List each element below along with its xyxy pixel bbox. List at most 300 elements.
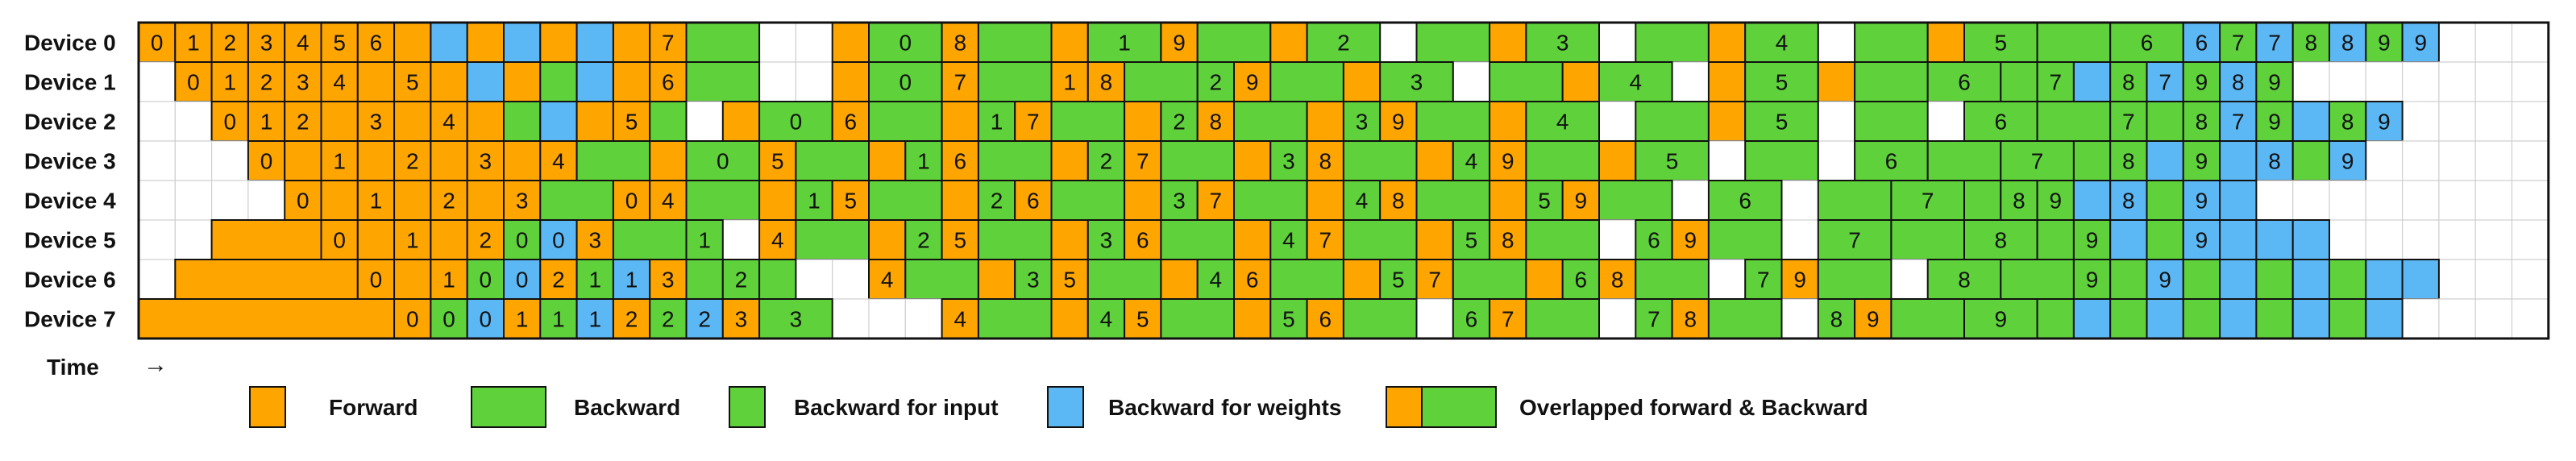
block-forward [978, 260, 1015, 299]
microbatch-label: 9 [2268, 69, 2281, 95]
microbatch-label: 7 [1921, 188, 1934, 214]
microbatch-label: 8 [1684, 306, 1697, 332]
block-backward [1891, 299, 1964, 338]
microbatch-label: 7 [2030, 148, 2044, 174]
microbatch-label: 1 [808, 188, 821, 214]
grid-cell [2293, 181, 2329, 220]
microbatch-label: 1 [990, 109, 1003, 135]
block-forward [1344, 260, 1380, 299]
block-backward [2038, 23, 2111, 62]
device-label: Device 1 [24, 69, 116, 95]
block-forward [1344, 62, 1380, 102]
microbatch-label: 0 [442, 306, 455, 332]
block-weights [2293, 299, 2329, 338]
block-weights [2293, 220, 2329, 260]
microbatch-label: 5 [1282, 306, 1295, 332]
device-label: Device 2 [24, 109, 116, 135]
block-backward [2038, 299, 2074, 338]
microbatch-label: 8 [1501, 227, 1514, 253]
block-forward [1052, 23, 1088, 62]
microbatch-label: 1 [625, 267, 638, 293]
device-label: Device 7 [24, 306, 116, 332]
grid-cell [1417, 299, 1453, 338]
microbatch-label: 0 [899, 69, 912, 95]
microbatch-label: 4 [1465, 148, 1478, 174]
block-backward [2038, 102, 2111, 141]
microbatch-label: 1 [405, 227, 419, 253]
block-forward [1599, 141, 1635, 181]
block-backward [1270, 260, 1344, 299]
block-forward [1417, 220, 1453, 260]
block-backward [1270, 62, 1344, 102]
block-backward [577, 141, 650, 181]
block-forward [1234, 299, 1270, 338]
grid-cell [759, 23, 796, 62]
grid-cell [1818, 141, 1855, 181]
microbatch-label: 4 [1355, 188, 1369, 214]
device-labels [24, 31, 116, 332]
block-weights [2256, 220, 2292, 260]
block-backward [2293, 141, 2329, 181]
grid-cell [1782, 181, 1818, 220]
microbatch-label: 1 [552, 306, 565, 332]
block-weights [467, 62, 504, 102]
microbatch-label: 9 [2158, 267, 2171, 293]
block-weights [2220, 141, 2256, 181]
grid-cell [139, 102, 175, 141]
device-row [139, 102, 2549, 141]
microbatch-label: 2 [297, 109, 310, 135]
legend-label: Backward for weights [1108, 395, 1342, 420]
block-backward [1855, 62, 1928, 102]
grid-cell [2475, 299, 2512, 338]
block-backward [1635, 102, 1709, 141]
microbatch-label: 7 [1501, 306, 1514, 332]
grid-cell [248, 181, 285, 220]
device-label: Device 0 [24, 30, 116, 56]
block-forward [869, 220, 905, 260]
microbatch-label: 3 [662, 267, 675, 293]
microbatch-label: 7 [2231, 109, 2245, 135]
microbatch-label: 9 [2341, 148, 2354, 174]
grid-cell [2366, 220, 2402, 260]
microbatch-label: 3 [479, 148, 492, 174]
grid-cell [2475, 260, 2512, 299]
microbatch-label: 9 [2085, 227, 2099, 253]
grid-cell [139, 220, 175, 260]
block-backward [978, 220, 1052, 260]
block-backward [1344, 220, 1417, 260]
legend-label: Backward [574, 395, 681, 420]
microbatch-label: 0 [479, 267, 492, 293]
block-backward [1818, 260, 1892, 299]
grid-cell [2475, 23, 2512, 62]
block-forward [1709, 62, 1745, 102]
block-forward [869, 141, 905, 181]
grid-cell [2512, 299, 2549, 338]
block-forward [394, 260, 430, 299]
block-weights [540, 102, 576, 141]
microbatch-label: 9 [2195, 69, 2208, 95]
block-forward [540, 23, 576, 62]
block-backward [1161, 141, 1234, 181]
microbatch-label: 2 [552, 267, 565, 293]
microbatch-label: 8 [2268, 148, 2281, 174]
legend-item [1048, 387, 1341, 427]
grid-cell [2512, 23, 2549, 62]
microbatch-label: 3 [1282, 148, 1295, 174]
microbatch-label: 3 [1173, 188, 1186, 214]
device-row [139, 23, 2549, 62]
microbatch-label: 2 [625, 306, 638, 332]
grid-cell [2475, 181, 2512, 220]
block-forward [1709, 23, 1745, 62]
microbatch-label: 6 [1647, 227, 1660, 253]
block-backward [1161, 299, 1234, 338]
block-backward [1526, 220, 1599, 260]
block-forward [1052, 220, 1088, 260]
grid-cell [2439, 181, 2475, 220]
legend-item [472, 387, 680, 427]
block-forward [394, 23, 430, 62]
block-backward [2256, 260, 2292, 299]
grid-cell [139, 62, 175, 102]
microbatch-label: 6 [1958, 69, 1971, 95]
grid-cell [2475, 102, 2512, 141]
device-label: Device 6 [24, 267, 116, 293]
block-backward [1052, 102, 1125, 141]
microbatch-label: 8 [1958, 267, 1971, 293]
microbatch-label: 0 [369, 267, 383, 293]
block-backward [1818, 181, 1892, 220]
block-forward [1417, 141, 1453, 181]
microbatch-label: 9 [1866, 306, 1880, 332]
block-backward [796, 220, 869, 260]
microbatch-label: 0 [625, 188, 638, 214]
microbatch-label: 8 [2231, 69, 2245, 95]
grid-cell [1782, 299, 1818, 338]
device-label: Device 4 [24, 188, 116, 214]
microbatch-label: 4 [1629, 69, 1643, 95]
block-backward [2147, 102, 2183, 141]
block-backward [504, 102, 540, 141]
microbatch-label: 7 [1757, 267, 1770, 293]
microbatch-label: 0 [789, 109, 803, 135]
block-backward [687, 23, 760, 62]
grid-cell [1818, 23, 1855, 62]
microbatch-label: 5 [954, 227, 967, 253]
block-backward [2001, 260, 2074, 299]
microbatch-label: 1 [369, 188, 383, 214]
block-backward [2147, 181, 2183, 220]
block-weights [2403, 260, 2439, 299]
microbatch-label: 8 [2122, 69, 2135, 95]
microbatch-label: 7 [2231, 30, 2245, 56]
microbatch-label: 8 [2341, 30, 2354, 56]
microbatch-label: 9 [1574, 188, 1588, 214]
block-forward [1161, 260, 1197, 299]
block-forward [1490, 23, 1526, 62]
microbatch-label: 6 [1884, 148, 1898, 174]
microbatch-label: 7 [1319, 227, 1332, 253]
block-backward [687, 260, 723, 299]
microbatch-label: 5 [1392, 267, 1405, 293]
block-backward [2256, 299, 2292, 338]
microbatch-label: 0 [150, 30, 164, 56]
grid-cell [1599, 220, 1635, 260]
grid-cell [1891, 260, 1927, 299]
block-backward [1234, 102, 1307, 141]
microbatch-label: 8 [2304, 30, 2318, 56]
grid-cell [1599, 299, 1635, 338]
microbatch-label: 8 [2341, 109, 2354, 135]
microbatch-label: 4 [1209, 267, 1223, 293]
microbatch-label: 4 [297, 30, 310, 56]
microbatch-label: 7 [1647, 306, 1660, 332]
microbatch-label: 3 [1355, 109, 1369, 135]
microbatch-label: 7 [2049, 69, 2063, 95]
block-backward [2110, 299, 2146, 338]
block-backward [1490, 62, 1563, 102]
block-backward [1234, 181, 1307, 220]
device-row [139, 62, 2549, 102]
grid-cell [2439, 141, 2475, 181]
microbatch-label: 8 [954, 30, 967, 56]
block-forward [942, 181, 978, 220]
grid-cell [2512, 141, 2549, 181]
grid-cell [796, 62, 832, 102]
block-backward [978, 23, 1052, 62]
microbatch-label: 4 [771, 227, 784, 253]
grid-cell [139, 141, 175, 181]
block-weights [2293, 260, 2329, 299]
block-backward [540, 62, 576, 102]
block-forward [1307, 102, 1344, 141]
block-forward [613, 23, 650, 62]
time-arrow-icon: → [143, 351, 168, 378]
microbatch-label: 9 [2378, 30, 2391, 56]
microbatch-label: 0 [515, 227, 529, 253]
block-forward [1124, 181, 1161, 220]
grid-cell [1709, 260, 1745, 299]
block-backward [1344, 299, 1417, 338]
microbatch-label: 3 [1027, 267, 1040, 293]
grid-cell [2475, 141, 2512, 181]
microbatch-label: 2 [990, 188, 1003, 214]
grid-cell [723, 220, 759, 260]
grid-cell [796, 23, 832, 62]
device-row [139, 299, 2549, 338]
block-backward [978, 62, 1052, 102]
block-forward [759, 181, 796, 220]
microbatch-label: 7 [2122, 109, 2135, 135]
microbatch-label: 9 [1684, 227, 1697, 253]
microbatch-label: 4 [1282, 227, 1295, 253]
microbatch-label: 5 [844, 188, 858, 214]
grid-cell [905, 299, 941, 338]
microbatch-label: 1 [1118, 30, 1131, 56]
microbatch-label: 5 [771, 148, 784, 174]
block-forward [467, 102, 504, 141]
block-weights [577, 23, 613, 62]
grid-cell [2439, 220, 2475, 260]
microbatch-label: 2 [479, 227, 492, 253]
microbatch-label: 2 [734, 267, 748, 293]
microbatch-label: 8 [2122, 188, 2135, 214]
block-backward [1161, 220, 1234, 260]
block-backward [613, 220, 687, 260]
microbatch-label: 5 [333, 30, 346, 56]
device-row [139, 141, 2549, 181]
microbatch-label: 3 [297, 69, 310, 95]
block-backward [687, 181, 760, 220]
block-forward [467, 23, 504, 62]
microbatch-label: 2 [1173, 109, 1186, 135]
block-forward [139, 299, 394, 338]
microbatch-label: 2 [405, 148, 419, 174]
microbatch-label: 6 [1136, 227, 1149, 253]
grid-cell [2329, 62, 2366, 102]
grid-cell [687, 102, 723, 141]
microbatch-label: 3 [1556, 30, 1569, 56]
legend-item [1386, 387, 1868, 427]
grid-cell [2512, 181, 2549, 220]
block-backward [1709, 299, 1782, 338]
legend-swatch-overlap-backward [1422, 387, 1496, 427]
microbatch-label: 7 [954, 69, 967, 95]
block-forward [1052, 141, 1088, 181]
grid-cell [1672, 181, 1709, 220]
microbatch-label: 7 [1428, 267, 1441, 293]
microbatch-label: 7 [662, 30, 675, 56]
microbatch-label: 4 [954, 306, 967, 332]
block-backward [2147, 220, 2183, 260]
microbatch-label: 6 [1027, 188, 1040, 214]
microbatch-label: 8 [2013, 188, 2025, 214]
microbatch-label: 9 [2414, 30, 2428, 56]
block-backward [650, 102, 686, 141]
block-forward [1270, 23, 1307, 62]
grid-cell [175, 102, 211, 141]
microbatch-label: 6 [1319, 306, 1332, 332]
grid-cell [212, 181, 248, 220]
grid-cell [2439, 299, 2475, 338]
microbatch-label: 0 [717, 148, 729, 174]
block-forward [577, 102, 613, 141]
grid-cell [759, 62, 796, 102]
grid-cell [2439, 62, 2475, 102]
microbatch-label: 8 [1209, 109, 1223, 135]
microbatch-label: 5 [1063, 267, 1076, 293]
block-weights [2220, 299, 2256, 338]
block-forward [1490, 102, 1526, 141]
block-forward [322, 102, 358, 141]
grid-cell [2403, 299, 2439, 338]
microbatch-label: 0 [333, 227, 346, 253]
block-backward [869, 181, 942, 220]
grid-cell [2329, 220, 2366, 260]
legend-swatch-weights [1048, 387, 1083, 427]
block-forward [1124, 102, 1161, 141]
block-forward [1928, 23, 1964, 62]
block-backward [2329, 299, 2366, 338]
block-backward [869, 102, 942, 141]
grid-cell [2475, 62, 2512, 102]
block-weights [2366, 260, 2402, 299]
microbatch-label: 6 [844, 109, 858, 135]
microbatch-label: 5 [1994, 30, 2008, 56]
block-backward [1709, 220, 1782, 260]
legend-swatch-backward [472, 387, 546, 427]
block-forward [613, 62, 650, 102]
grid-cell [1782, 220, 1818, 260]
microbatch-label: 8 [2195, 109, 2208, 135]
block-weights [430, 23, 467, 62]
microbatch-label: 3 [1410, 69, 1423, 95]
microbatch-label: 4 [552, 148, 565, 174]
block-backward [1124, 62, 1198, 102]
microbatch-label: 3 [260, 30, 273, 56]
block-forward [942, 102, 978, 141]
microbatch-label: 0 [899, 30, 912, 56]
microbatch-label: 2 [662, 306, 675, 332]
microbatch-label: 1 [698, 227, 711, 253]
block-backward [1599, 181, 1672, 220]
block-weights [2366, 299, 2402, 338]
block-forward [504, 141, 540, 181]
block-weights [504, 23, 540, 62]
microbatch-label: 8 [2122, 148, 2135, 174]
grid-cell [2293, 62, 2329, 102]
block-backward [1635, 260, 1709, 299]
block-backward [1526, 299, 1599, 338]
microbatch-label: 9 [2378, 109, 2391, 135]
microbatch-label: 7 [1848, 227, 1861, 253]
microbatch-label: 6 [1994, 109, 2008, 135]
microbatch-label: 4 [662, 188, 675, 214]
microbatch-label: 1 [442, 267, 455, 293]
microbatch-label: 6 [369, 30, 383, 56]
legend-label: Backward for input [794, 395, 999, 420]
block-backward [1745, 141, 1818, 181]
time-label: Time [47, 355, 99, 380]
microbatch-label: 9 [2049, 188, 2063, 214]
legend-label: Forward [329, 395, 418, 420]
block-forward [322, 181, 358, 220]
microbatch-label: 2 [1209, 69, 1223, 95]
microbatch-label: 7 [1209, 188, 1223, 214]
block-backward [1855, 102, 1928, 141]
microbatch-label: 1 [187, 30, 200, 56]
block-backward [687, 62, 760, 102]
microbatch-label: 6 [2140, 30, 2154, 56]
block-backward [1526, 141, 1599, 181]
grid-cell [2439, 260, 2475, 299]
legend-item [250, 387, 418, 427]
block-backward [1198, 23, 1271, 62]
microbatch-label: 1 [1063, 69, 1076, 95]
microbatch-label: 5 [1775, 109, 1789, 135]
grid-cell [1453, 62, 1490, 102]
block-backward [1417, 102, 1490, 141]
microbatch-label: 1 [588, 306, 602, 332]
block-backward [796, 141, 869, 181]
block-weights [2147, 141, 2183, 181]
block-forward [212, 220, 322, 260]
microbatch-label: 1 [917, 148, 930, 174]
grid-cell [1380, 23, 1416, 62]
block-backward [2183, 260, 2220, 299]
